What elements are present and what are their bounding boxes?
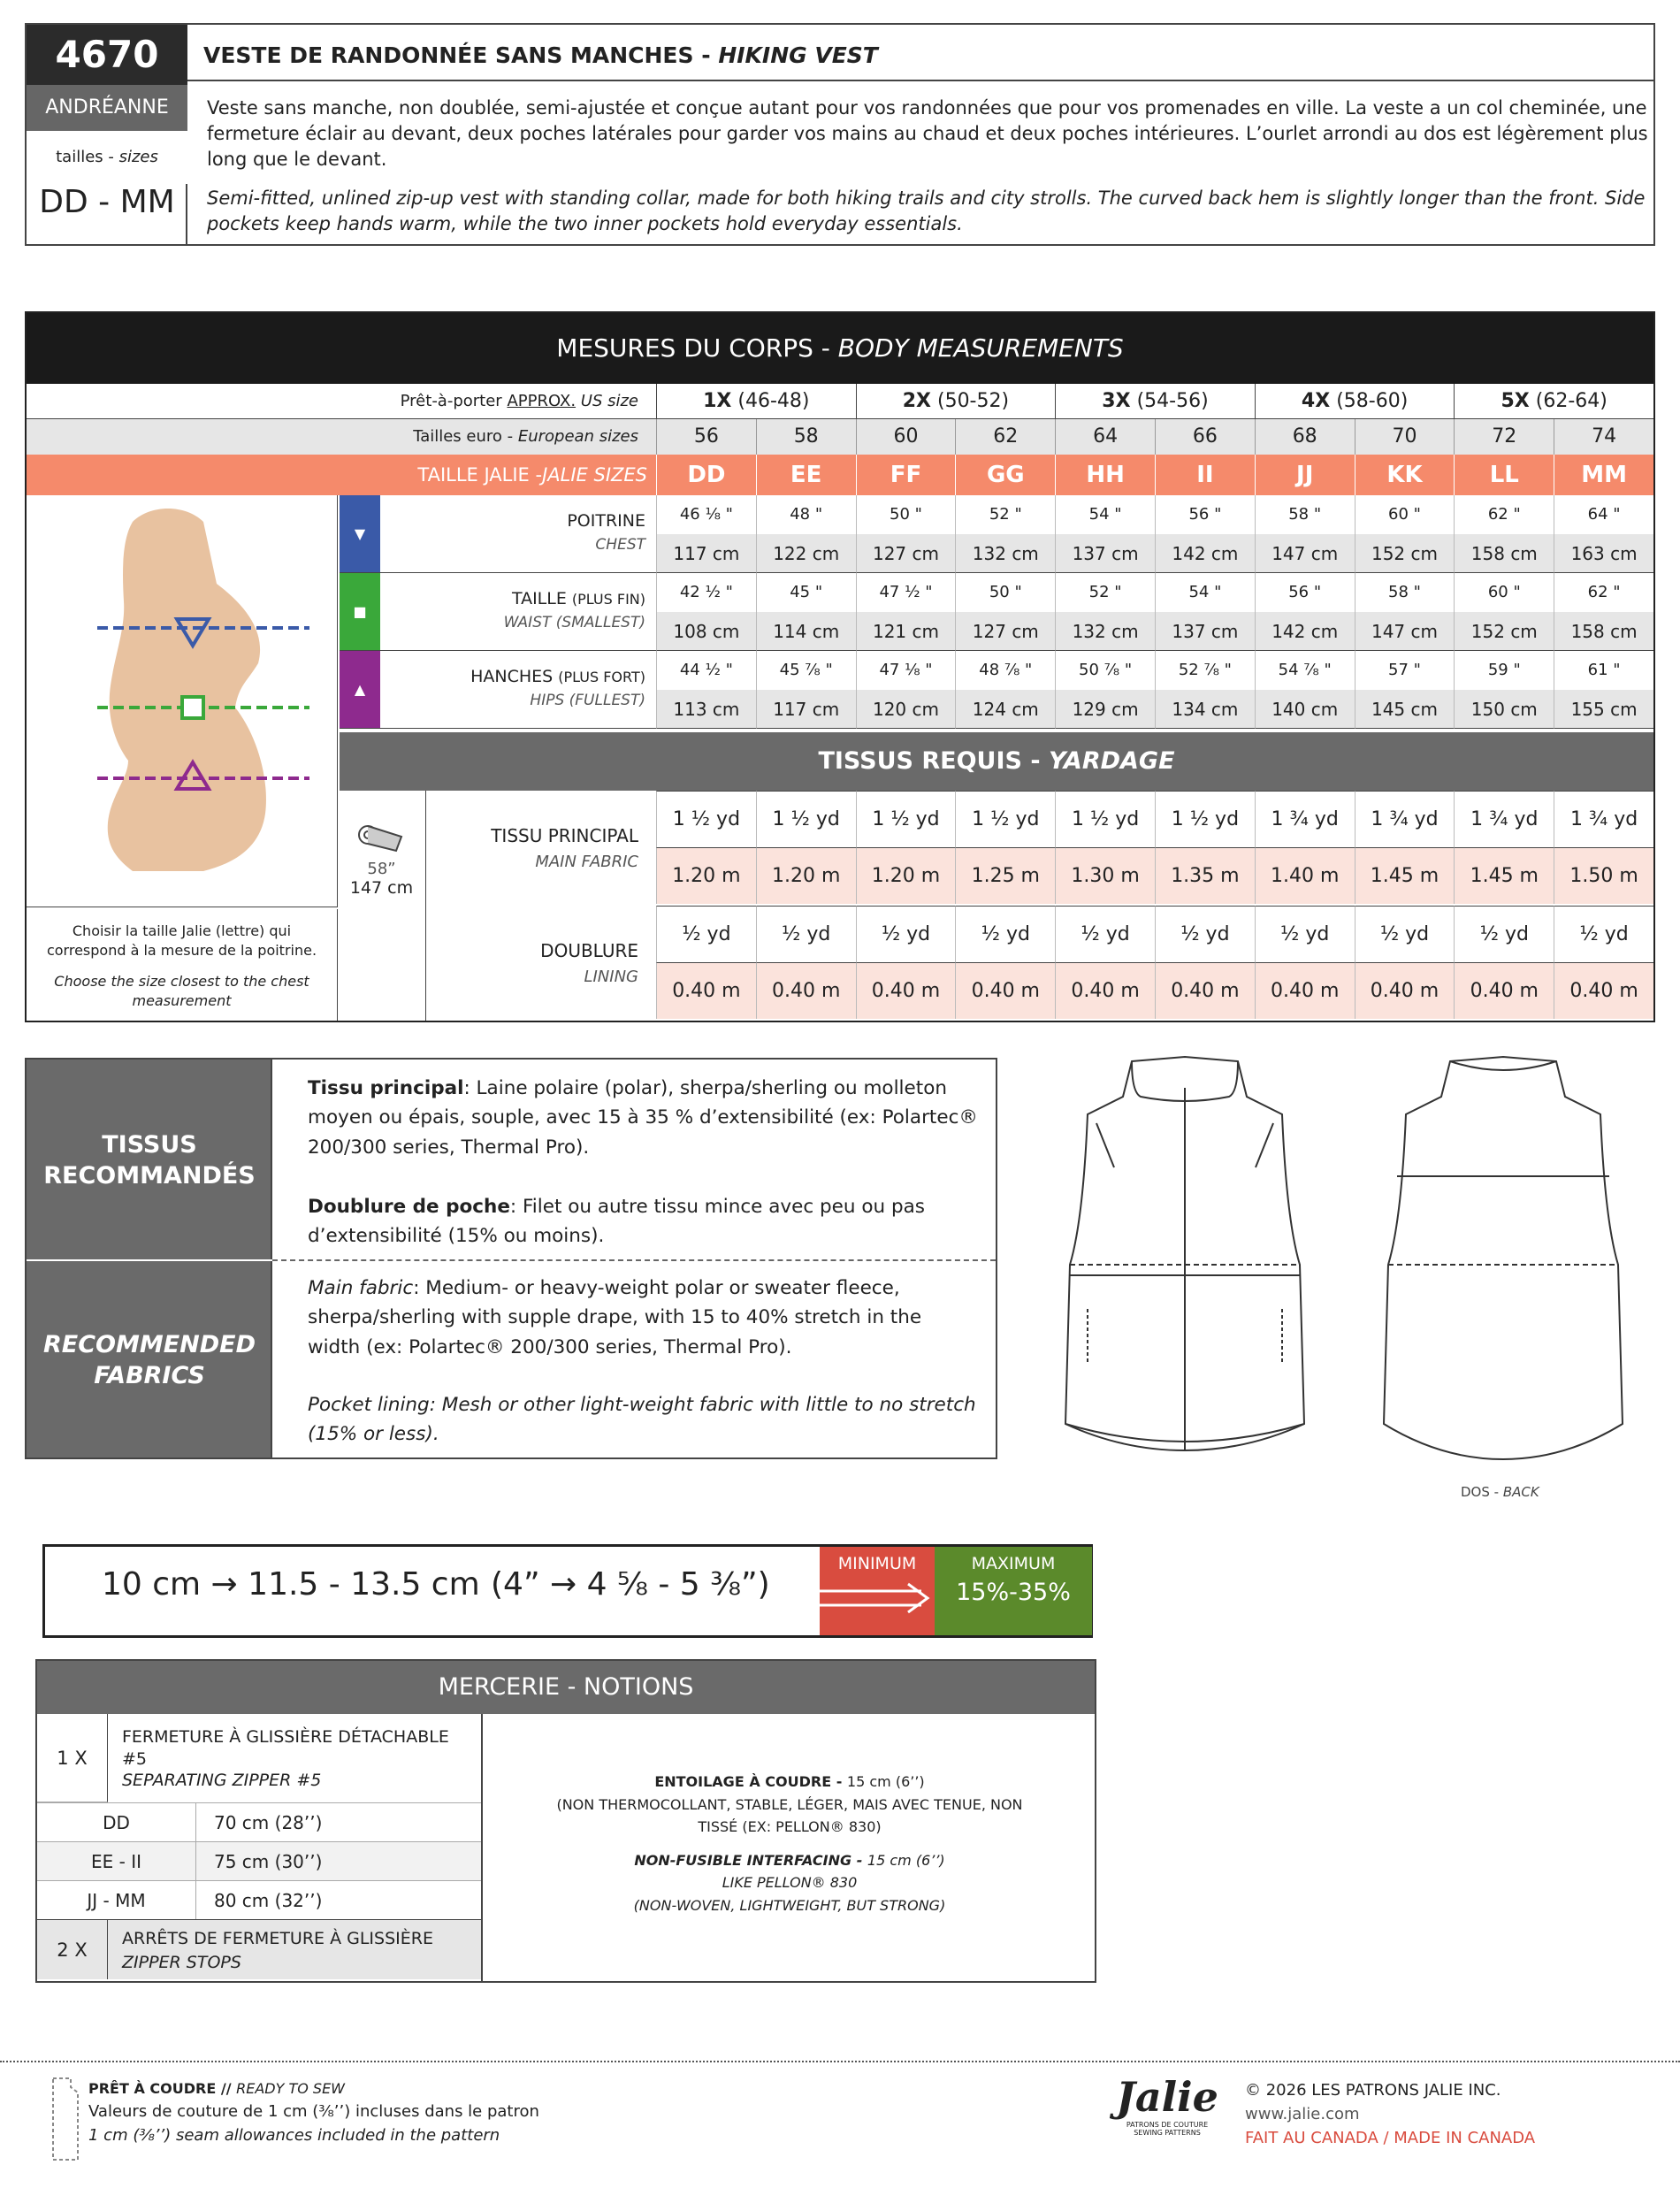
designer-block (27, 85, 187, 184)
interfacing-en-desc1: LIKE PELLON® 830 (722, 1874, 858, 1892)
sizes-range: DD - MM (39, 184, 175, 220)
lining-yd-cell: ½ yd (656, 906, 756, 962)
main-fabric-fr (308, 1074, 980, 1162)
back-label-en: BACK (1502, 1484, 1539, 1500)
main-yd-cell: 1 ¾ yd (1554, 791, 1653, 847)
main-fabric-fr-label: Tissu principal (308, 1077, 464, 1099)
chest-inch-cell: 58 " (1255, 495, 1355, 534)
chest-cm-cell: 163 cm (1554, 534, 1653, 573)
rtw-size-cell (1255, 384, 1455, 419)
copyright: © 2026 LES PATRONS JALIE INC. (1245, 2081, 1501, 2100)
waist-label-en: WAIST (SMALLEST) (503, 613, 645, 631)
zipper-qty: 1 X (37, 1714, 108, 1802)
main-fabric-en-text: : Medium- or heavy-weight polar or sweater fleece, sherpa/sherling with supple drape, with 15 to 40% stretch in the width (ex: Polartec® 200/300 series, Thermal Pro). (308, 1277, 922, 1358)
pattern-id-block (27, 25, 187, 244)
ready-to-sew (88, 2078, 539, 2100)
hips-cm-cell: 124 cm (955, 690, 1055, 729)
chest-inch-cell: 62 " (1454, 495, 1554, 534)
jalie-logo (1105, 2073, 1229, 2137)
jalie-size-cell: MM (1554, 455, 1653, 495)
hips-cm-cell: 150 cm (1454, 690, 1554, 729)
body-figure-illustration (27, 495, 336, 907)
rtw-size-row (27, 384, 1653, 419)
fabrics-label-fr (27, 1130, 272, 1191)
hips-inch-cell: 44 ½ " (656, 651, 756, 690)
interfacing-en (485, 1849, 1095, 1872)
stops-label-en: ZIPPER STOPS (122, 1952, 241, 1972)
fabric-roll-icon (355, 812, 409, 856)
stops-label (108, 1919, 481, 1979)
hips-inch-cell: 50 ⅞ " (1055, 651, 1155, 690)
waist-marker-icon (182, 697, 203, 718)
main-label-fr: TISSU PRINCIPAL (491, 825, 638, 846)
main-yd-cell: 1 ½ yd (1055, 791, 1155, 847)
rtw-label-approx: APPROX. (507, 392, 577, 410)
choose-size-note (27, 909, 338, 1021)
body-measurements-table (25, 311, 1655, 1022)
zipper-length: 80 cm (32’’) (214, 1890, 323, 1911)
main-yd-cell: 1 ¾ yd (1255, 791, 1355, 847)
yardage-title (340, 732, 1653, 791)
fabrics-label-en-1: RECOMMENDED (42, 1331, 256, 1358)
body-figure-panel (27, 495, 338, 907)
chest-marker-block (340, 495, 380, 573)
interfacing-en-label: NON-FUSIBLE INTERFACING - (634, 1851, 867, 1869)
waist-cm-cell: 152 cm (1454, 612, 1554, 651)
rtw-size-cell (856, 384, 1056, 419)
chest-cm-cell: 147 cm (1255, 534, 1355, 573)
fabric-width-block (338, 791, 426, 1021)
rtw-range: (50-52) (936, 390, 1010, 412)
pocket-lining-fr-label: Doublure de poche (308, 1196, 510, 1218)
main-yd-cell: 1 ¾ yd (1355, 791, 1455, 847)
euro-size-row (27, 419, 1653, 455)
back-label-fr: DOS - (1461, 1484, 1503, 1500)
main-fabric-label (426, 791, 656, 906)
lining-yd-cell: ½ yd (856, 906, 956, 962)
stretch-imperial: (4” → 4 ⅝ - 5 ⅜”) (491, 1566, 770, 1603)
lining-m-cell: 0.40 m (1454, 962, 1554, 1019)
hips-cm-cell: 155 cm (1554, 690, 1653, 729)
title-en: HIKING VEST (718, 42, 878, 68)
hips-inch-cell: 57 " (1355, 651, 1455, 690)
waist-cm-cell: 121 cm (856, 612, 956, 651)
interfacing-en-amount: 15 cm (6’’) (867, 1851, 945, 1869)
euro-size-cell: 72 (1454, 419, 1554, 455)
zipper-length: 70 cm (28’’) (214, 1812, 323, 1833)
waist-inch-cell: 47 ½ " (856, 573, 956, 612)
lining-m-cell: 0.40 m (1255, 962, 1355, 1019)
rtw-size-cell (656, 384, 856, 419)
hips-label-fr-sub: (PLUS FORT) (558, 669, 645, 685)
description-en: Semi-fitted, unlined zip-up vest with standing collar, made for both hiking trails and city strolls. The curved back hem is slightly longer than the front. Side pockets keep hands warm, while the two inner pockets hold everyday essentials. (207, 187, 1646, 234)
choose-note-en: Choose the size closest to the chest measurement (54, 972, 309, 1010)
title-fr: VESTE DE RANDONNÉE SANS MANCHES (203, 42, 694, 68)
euro-size-cell: 74 (1554, 419, 1653, 455)
logo-sub1: PATRONS DE COUTURE (1126, 2121, 1209, 2129)
fabrics-label-en-2: FABRICS (94, 1361, 205, 1389)
lining-m-cell: 0.40 m (656, 962, 756, 1019)
stretch-max-label: MAXIMUM (971, 1554, 1056, 1573)
main-yd-cell: 1 ½ yd (955, 791, 1055, 847)
zipper-label-en: SEPARATING ZIPPER #5 (122, 1771, 322, 1791)
euro-size-cell: 70 (1355, 419, 1455, 455)
jalie-size-cell: JJ (1255, 455, 1355, 495)
main-fabric-en (308, 1274, 980, 1362)
seam-en: 1 cm (⅜’’) seam allowances included in the pattern (88, 2126, 500, 2145)
main-yd-cell: 1 ½ yd (656, 791, 756, 847)
hips-label-en: HIPS (FULLEST) (530, 691, 645, 709)
made-in: FAIT AU CANADA / MADE IN CANADA (1245, 2129, 1536, 2147)
pattern-number: 4670 (27, 25, 187, 85)
lining-m-cell: 0.40 m (1055, 962, 1155, 1019)
hips-cm-cell: 120 cm (856, 690, 956, 729)
interfacing-fr-label: ENTOILAGE À COUDRE - (654, 1773, 847, 1790)
chest-cm-cell: 158 cm (1454, 534, 1554, 573)
lining-label-fr: DOUBLURE (540, 940, 638, 961)
chest-cm-cell: 127 cm (856, 534, 956, 573)
lining-m-cell: 0.40 m (1355, 962, 1455, 1019)
zipper-label-fr: FERMETURE À GLISSIÈRE DÉTACHABLE #5 (122, 1727, 449, 1769)
rtw-size-cell (1454, 384, 1653, 419)
vest-back-drawing (1384, 1057, 1623, 1459)
chest-inch-cell: 64 " (1554, 495, 1653, 534)
hips-marker-glyph-icon: ▲ (354, 681, 366, 698)
chest-inch-cell: 56 " (1155, 495, 1255, 534)
main-m-cell: 1.35 m (1155, 847, 1255, 904)
sizes-label-en: sizes (118, 148, 158, 166)
stretch-minimum (820, 1547, 935, 1635)
pattern-piece-icon (50, 2075, 81, 2163)
lining-fabric-label (426, 906, 656, 1021)
stops-qty: 2 X (37, 1919, 108, 1979)
designer-name: ANDRÉANNE (45, 96, 169, 119)
measurements-title-fr: MESURES DU CORPS - (556, 333, 838, 363)
waist-label-fr: TAILLE (511, 589, 567, 608)
chest-inch-cell: 60 " (1355, 495, 1455, 534)
fabric-width-in: 58” (367, 860, 396, 878)
yardage-title-fr: TISSUS REQUIS - (818, 747, 1049, 775)
hips-label (380, 651, 656, 729)
hips-cm-cell: 113 cm (656, 690, 756, 729)
main-m-cell: 1.50 m (1554, 847, 1653, 904)
title-divider (187, 80, 1655, 81)
fabrics-label-fr-1: TISSUS (102, 1131, 197, 1159)
hips-cm-cell: 129 cm (1055, 690, 1155, 729)
waist-inch-cell: 54 " (1155, 573, 1255, 612)
euro-label-en: European sizes (517, 427, 638, 446)
jalie-size-cell: LL (1454, 455, 1554, 495)
main-yd-cell: 1 ½ yd (1155, 791, 1255, 847)
pattern-title (203, 42, 878, 68)
hips-inch-cell: 54 ⅞ " (1255, 651, 1355, 690)
stretch-min-arrow-icon (820, 1573, 935, 1626)
waist-marker-glyph-icon: ■ (353, 603, 367, 620)
hips-inch-cell: 47 ⅛ " (856, 651, 956, 690)
rtw-label-fr: Prêt-à-porter (400, 392, 508, 410)
ready-en: READY TO SEW (236, 2080, 345, 2097)
rtw-range: (54-56) (1136, 390, 1209, 412)
fabrics-side-label (27, 1060, 272, 1457)
euro-size-cell: 68 (1255, 419, 1355, 455)
main-m-cell: 1.25 m (955, 847, 1055, 904)
chest-cm-cell: 142 cm (1155, 534, 1255, 573)
choose-note-fr: Choisir la taille Jalie (lettre) qui correspond à la mesure de la poitrine. (46, 922, 317, 960)
notions-zipper-block (37, 1714, 483, 1981)
waist-cm-cell: 127 cm (955, 612, 1055, 651)
measurements-title-en: BODY MEASUREMENTS (837, 333, 1124, 363)
seam-fr: Valeurs de couture de 1 cm (⅜’’) incluses dans le patron (88, 2102, 539, 2121)
title-sep: - (693, 42, 719, 68)
stretch-metric: 10 cm → 11.5 - 13.5 cm (102, 1566, 480, 1603)
lining-yd-cell: ½ yd (1255, 906, 1355, 962)
hips-marker-block (340, 651, 380, 729)
waist-cm-cell: 108 cm (656, 612, 756, 651)
pocket-lining-fr-text: : Filet ou autre tissu mince avec peu ou pas d’extensibilité (15% ou moins). (308, 1196, 925, 1248)
stretch-max-value: 15%-35% (956, 1579, 1071, 1606)
waist-cm-cell: 158 cm (1554, 612, 1653, 651)
waist-cm-cell: 137 cm (1155, 612, 1255, 651)
euro-size-cell: 66 (1155, 419, 1255, 455)
zipper-size-row (37, 1841, 481, 1880)
chest-cm-cell: 152 cm (1355, 534, 1455, 573)
hips-cm-cell: 140 cm (1255, 690, 1355, 729)
jalie-size-cell: FF (856, 455, 956, 495)
lining-m-cell: 0.40 m (955, 962, 1055, 1019)
hips-inch-cell: 59 " (1454, 651, 1554, 690)
chest-inch-cell: 54 " (1055, 495, 1155, 534)
lining-yd-cell: ½ yd (756, 906, 856, 962)
measurements-title (27, 313, 1653, 384)
chest-cm-cell: 122 cm (756, 534, 856, 573)
website-link[interactable]: www.jalie.com (1245, 2105, 1360, 2123)
fabric-width-cm: 147 cm (349, 878, 414, 898)
notions-title: MERCERIE - NOTIONS (37, 1661, 1095, 1714)
stretch-guide (42, 1544, 1093, 1638)
waist-cm-cell: 132 cm (1055, 612, 1155, 651)
euro-label (27, 419, 656, 455)
waist-inch-cell: 56 " (1255, 573, 1355, 612)
pocket-lining-en-text: : Mesh or other light-weight fabric with little to no stretch (15% or less). (308, 1394, 976, 1446)
zipper-length: 75 cm (30’’) (214, 1851, 323, 1872)
chest-inch-cell: 50 " (856, 495, 956, 534)
lining-label-en: LINING (584, 968, 638, 986)
rtw-size: 3X (1102, 390, 1131, 412)
rtw-size-cell (1055, 384, 1255, 419)
lining-yd-cell: ½ yd (1055, 906, 1155, 962)
jalie-size-cell: EE (756, 455, 856, 495)
back-view-label (1461, 1484, 1539, 1500)
chest-cm-cell: 132 cm (955, 534, 1055, 573)
main-m-cell: 1.45 m (1355, 847, 1455, 904)
rtw-label (27, 384, 656, 419)
rtw-range: (46-48) (737, 390, 810, 412)
main-yd-cell: 1 ½ yd (756, 791, 856, 847)
lining-m-cell: 0.40 m (856, 962, 956, 1019)
main-fabric-fr-text: : Laine polaire (polar), sherpa/sherling ou molleton moyen ou épais, souple, avec 15 à 35 % d’extensibilité (ex: Polartec® 200/300 series, Thermal Pro). (308, 1077, 978, 1159)
chest-cm-cell: 137 cm (1055, 534, 1155, 573)
jalie-label (27, 455, 656, 495)
chest-label-en: CHEST (595, 535, 645, 554)
lining-yd-cell: ½ yd (1155, 906, 1255, 962)
jalie-size-cell: GG (955, 455, 1055, 495)
logo-sub2: SEWING PATTERNS (1134, 2129, 1201, 2137)
zipper-size: JJ - MM (37, 1881, 196, 1920)
waist-marker-block (340, 573, 380, 651)
hips-cm-cell: 117 cm (756, 690, 856, 729)
interfacing-fr-amount: 15 cm (6’’) (846, 1773, 925, 1790)
waist-cm-cell: 142 cm (1255, 612, 1355, 651)
yardage-title-en: YARDAGE (1048, 747, 1175, 775)
hips-cm-cell: 134 cm (1155, 690, 1255, 729)
interfacing-en-desc2: (NON-WOVEN, LIGHTWEIGHT, BUT STRONG) (633, 1896, 946, 1914)
pocket-lining-en (308, 1390, 980, 1450)
zipper-size-row (37, 1880, 481, 1919)
hips-inch-cell: 61 " (1554, 651, 1653, 690)
rtw-size: 5X (1501, 390, 1530, 412)
euro-size-cell: 62 (955, 419, 1055, 455)
waist-inch-cell: 50 " (955, 573, 1055, 612)
jalie-size-cell: DD (656, 455, 756, 495)
chest-inch-cell: 48 " (756, 495, 856, 534)
lining-m-cell: 0.40 m (1155, 962, 1255, 1019)
zipper-size-row (37, 1802, 481, 1841)
rtw-range: (58-60) (1336, 390, 1409, 412)
waist-inch-cell: 60 " (1454, 573, 1554, 612)
lining-m-cell: 0.40 m (1554, 962, 1653, 1019)
torso-shape (108, 509, 266, 871)
zipper-label (122, 1726, 458, 1792)
main-m-cell: 1.20 m (756, 847, 856, 904)
interfacing-info (485, 1771, 1095, 1917)
waist-inch-cell: 62 " (1554, 573, 1653, 612)
fabrics-label-fr-2: RECOMMANDÉS (43, 1161, 256, 1190)
main-fabric-en-label: Main fabric (308, 1277, 414, 1299)
waist-label (380, 573, 656, 651)
jalie-size-row (27, 455, 1653, 495)
lining-yd-cell: ½ yd (1454, 906, 1554, 962)
sizes-label-fr: tailles (56, 148, 103, 166)
fabrics-dashed-divider (272, 1259, 996, 1261)
stops-label-fr: ARRÊTS DE FERMETURE À GLISSIÈRE (122, 1929, 433, 1948)
main-m-cell: 1.20 m (656, 847, 756, 904)
waist-label-fr-sub: (PLUS FIN) (571, 591, 645, 608)
chest-inch-cell: 46 ⅛ " (656, 495, 756, 534)
chest-inch-cell: 52 " (955, 495, 1055, 534)
lining-yd-cell: ½ yd (955, 906, 1055, 962)
interfacing-fr-desc: (NON THERMOCOLLANT, STABLE, LÉGER, MAIS AVEC TENUE, NON TISSÉ (EX: PELLON® 830) (556, 1795, 1023, 1836)
euro-size-cell: 64 (1055, 419, 1155, 455)
description-fr: Veste sans manche, non doublée, semi-ajustée et conçue autant pour vos randonnées que pour vos promenades en ville. La veste a un col cheminée, une fermeture éclair au devant, deux poches latérales pour garder vos mains au chaud et deux poches intérieures. L’ourlet arrondi au dos est légèrement plus long que le devant. (207, 97, 1648, 170)
rtw-size: 4X (1301, 390, 1331, 412)
chest-cm-cell: 117 cm (656, 534, 756, 573)
waist-cm-cell: 147 cm (1355, 612, 1455, 651)
main-m-cell: 1.45 m (1454, 847, 1554, 904)
euro-size-cell: 60 (856, 419, 956, 455)
stretch-maximum (935, 1547, 1092, 1635)
euro-size-cell: 58 (756, 419, 856, 455)
hips-inch-cell: 48 ⅞ " (955, 651, 1055, 690)
rtw-range: (62-64) (1535, 390, 1607, 412)
lining-yd-cell: ½ yd (1355, 906, 1455, 962)
main-m-cell: 1.30 m (1055, 847, 1155, 904)
jalie-label-fr: TAILLE JALIE - (417, 464, 543, 486)
jalie-label-en: JALIE SIZES (542, 464, 647, 486)
waist-inch-cell: 52 " (1055, 573, 1155, 612)
recommended-fabrics (25, 1058, 997, 1459)
main-yd-cell: 1 ½ yd (856, 791, 956, 847)
euro-size-cell: 56 (656, 419, 756, 455)
hips-inch-cell: 52 ⅞ " (1155, 651, 1255, 690)
sizes-label: tailles - sizes (27, 131, 187, 184)
notions-table (35, 1659, 1096, 1983)
jalie-size-cell: HH (1055, 455, 1155, 495)
chest-label (380, 495, 656, 573)
hips-inch-cell: 45 ⅞ " (756, 651, 856, 690)
main-label-en: MAIN FABRIC (535, 853, 638, 871)
chest-marker-glyph-icon: ▼ (354, 525, 366, 542)
euro-label-fr: Tailles euro - (413, 427, 518, 446)
main-m-cell: 1.20 m (856, 847, 956, 904)
lining-m-cell: 0.40 m (756, 962, 856, 1019)
pocket-lining-en-label: Pocket lining (308, 1394, 430, 1416)
fabrics-label-en (27, 1330, 272, 1391)
rtw-size: 1X (703, 390, 732, 412)
footer-seam-info (88, 2078, 539, 2147)
pocket-lining-fr (308, 1192, 980, 1251)
rtw-size: 2X (902, 390, 931, 412)
footer-company (1245, 2078, 1535, 2150)
main-yd-cell: 1 ¾ yd (1454, 791, 1554, 847)
jalie-size-cell: II (1155, 455, 1255, 495)
footer-divider (0, 2061, 1680, 2062)
waist-inch-cell: 45 " (756, 573, 856, 612)
vest-technical-drawings (1035, 1044, 1636, 1503)
rtw-label-en: US size (576, 392, 638, 410)
jalie-size-cell: KK (1355, 455, 1455, 495)
pattern-header (25, 23, 1655, 246)
waist-inch-cell: 42 ½ " (656, 573, 756, 612)
zipper-size: DD (37, 1803, 196, 1842)
logo-text: Jalie (1116, 2073, 1218, 2121)
lining-yd-cell: ½ yd (1554, 906, 1653, 962)
stretch-min-label: MINIMUM (837, 1554, 917, 1573)
ready-fr: PRÊT À COUDRE // (88, 2080, 237, 2097)
hips-label-fr: HANCHES (470, 667, 554, 686)
main-m-cell: 1.40 m (1255, 847, 1355, 904)
zipper-size: EE - II (37, 1842, 196, 1881)
chest-label-fr: POITRINE (567, 511, 645, 531)
hips-cm-cell: 145 cm (1355, 690, 1455, 729)
waist-cm-cell: 114 cm (756, 612, 856, 651)
fabrics-side-divider (27, 1259, 272, 1261)
waist-inch-cell: 58 " (1355, 573, 1455, 612)
interfacing-fr (485, 1771, 1095, 1794)
vest-front-drawing (1065, 1057, 1304, 1450)
